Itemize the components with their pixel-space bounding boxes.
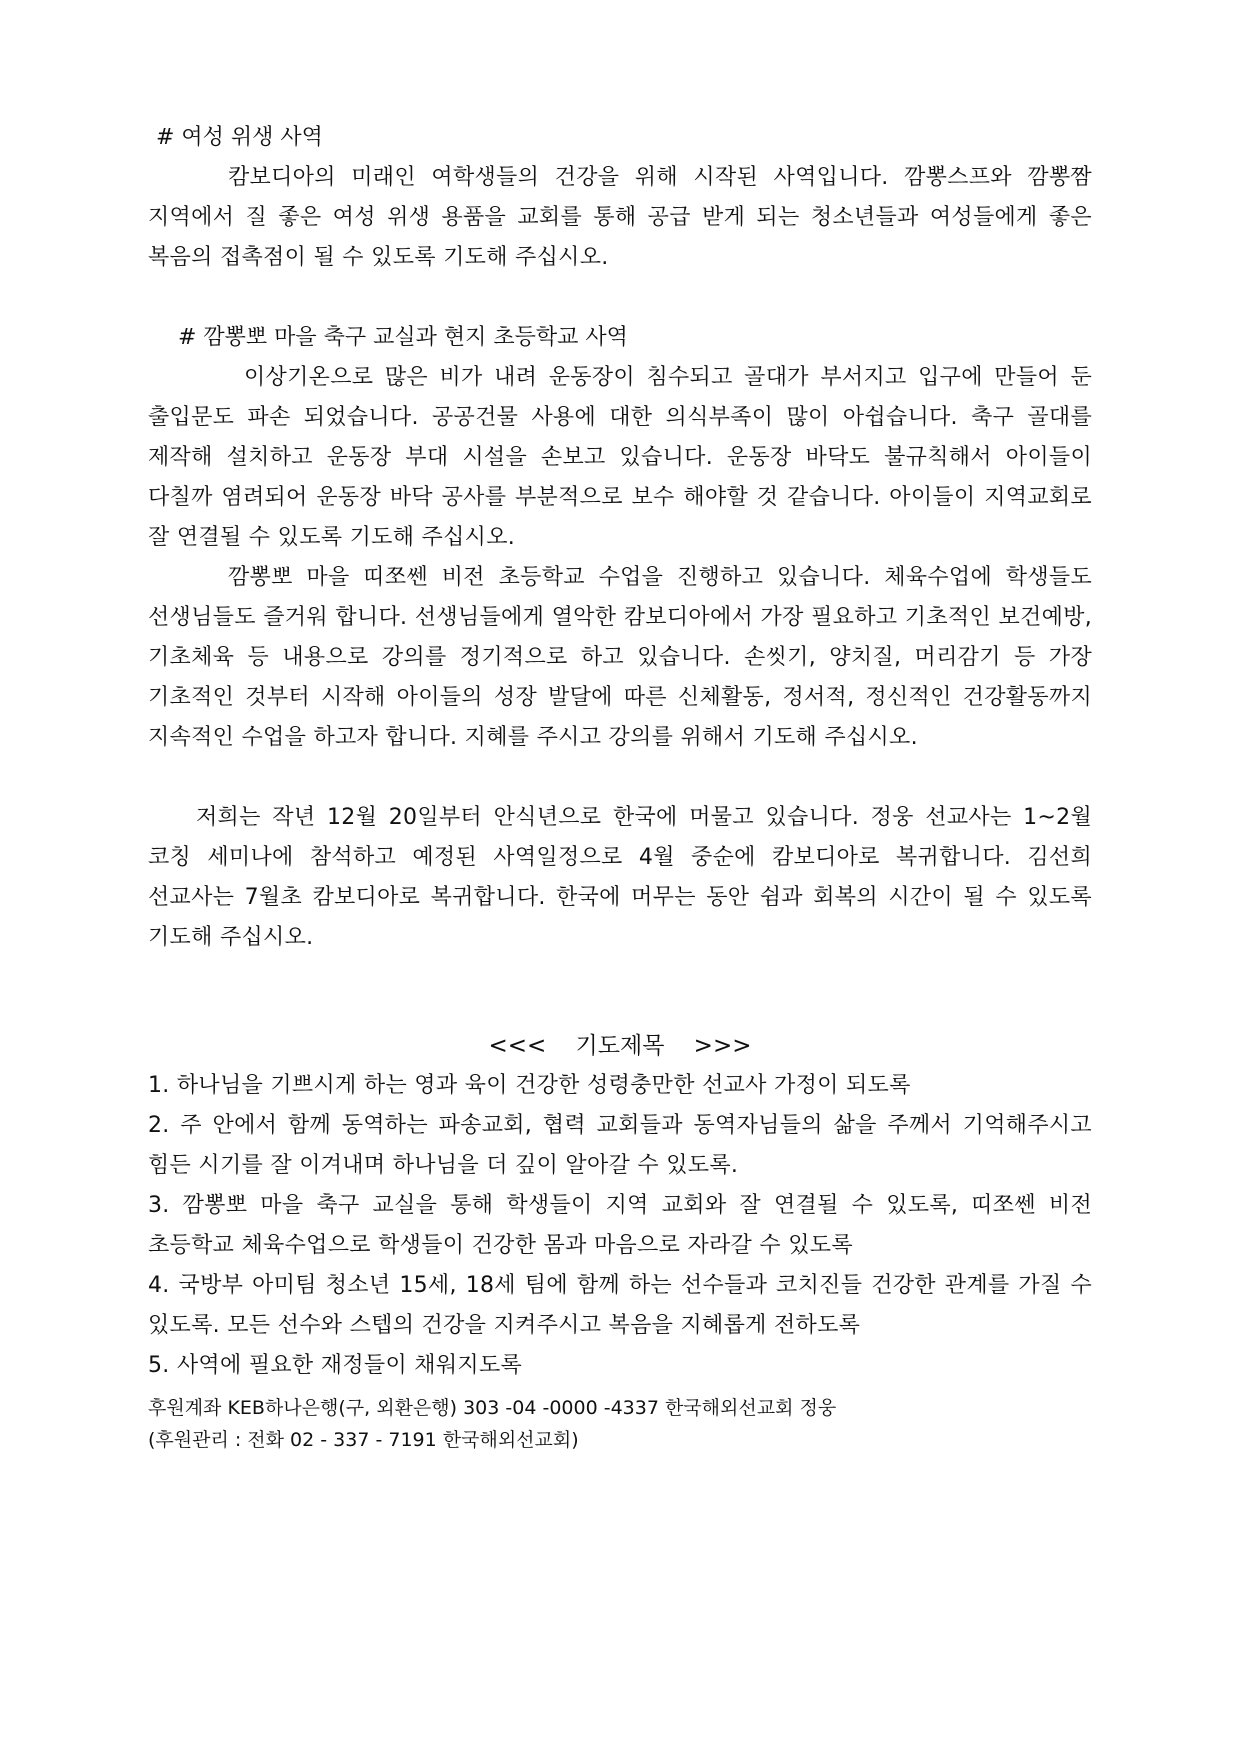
prayer-list <box>148 1066 1092 1386</box>
prayer-item: 4. 국방부 아미팀 청소년 15세, 18세 팀에 함께 하는 선수들과 코치진들 건강한 관계를 가질 수 있도록. 모든 선수와 스텝의 건강을 지켜주시고 복음을 지혜롭게 전하도록 <box>148 1273 1092 1338</box>
prayer-item: 2. 주 안에서 함께 동역하는 파송교회, 협력 교회들과 동역자님들의 삶을 주께서 기억해주시고 힘든 시기를 잘 이겨내며 하나님을 더 깊이 알아갈 수 있도록. <box>148 1113 1092 1178</box>
paragraph-sabbatical: 저희는 작년 12월 20일부터 안식년으로 한국에 머물고 있습니다. 정웅 선교사는 1~2월 코칭 세미나에 참석하고 예정된 사역일정으로 4월 중순에 캄보디아로 복귀합니다. 김선희 선교사는 7월초 캄보디아로 복귀합니다. 한국에 머무는 동안 쉼과 회복의 시간이 될 수 있도록 기도해 주십시오. <box>148 805 1092 950</box>
prayer-item: 3. 깜뽕뽀 마을 축구 교실을 통해 학생들이 지역 교회와 잘 연결될 수 있도록, 띠쪼쎈 비전 초등학교 체육수업으로 학생들이 건강한 몸과 마음으로 자라갈 수 있도록 <box>148 1193 1092 1258</box>
paragraph-hygiene: 캄보디아의 미래인 여학생들의 건강을 위해 시작된 사역입니다. 깜뽕스프와 깜뽕짬 지역에서 질 좋은 여성 위생 용품을 교회를 통해 공급 받게 되는 청소년들과 여성들에게 좋은 복음의 접촉점이 될 수 있도록 기도해 주십시오. <box>148 165 1092 270</box>
prayer-item: 1. 하나님을 기쁘시게 하는 영과 육이 건강한 성령충만한 선교사 가정이 되도록 <box>148 1073 911 1098</box>
footer-account: 후원계좌 KEB하나은행(구, 외환은행) 303 -04 -0000 -4337 한국해외선교회 정웅 <box>148 1397 837 1419</box>
footer-contact: (후원관리 : 전화 02 - 337 - 7191 한국해외선교회) <box>148 1429 579 1451</box>
section-heading-hygiene: # 여성 위생 사역 <box>156 125 323 150</box>
prayer-item: 5. 사역에 필요한 재정들이 채워지도록 <box>148 1353 523 1378</box>
paragraph-school-class: 깜뽕뽀 마을 띠쪼쎈 비전 초등학교 수업을 진행하고 있습니다. 체육수업에 학생들도 선생님들도 즐거워 합니다. 선생님들에게 열악한 캄보디아에서 가장 필요하고 기초적인 보건예방, 기초체육 등 내용으로 강의를 정기적으로 하고 있습니다. 손씻기, 양치질, 머리감기 등 가장 기초적인 것부터 시작해 아이들의 성장 발달에 따른 신체활동, 정서적, 정신적인 건강활동까지 지속적인 수업을 하고자 합니다. 지혜를 주시고 강의를 위해서 기도해 주십시오. <box>148 565 1092 750</box>
section-heading-football: # 깜뽕뽀 마을 축구 교실과 현지 초등학교 사역 <box>178 325 628 350</box>
prayer-title: <<< 기도제목 >>> <box>488 1033 752 1059</box>
paragraph-football-field: 이상기온으로 많은 비가 내려 운동장이 침수되고 골대가 부서지고 입구에 만들어 둔 출입문도 파손 되었습니다. 공공건물 사용에 대한 의식부족이 많이 아쉽습니다. 축구 골대를 제작해 설치하고 운동장 부대 시설을 손보고 있습니다. 운동장 바닥도 불규칙해서 아이들이 다칠까 염려되어 운동장 바닥 공사를 부분적으로 보수 해야할 것 같습니다. 아이들이 지역교회로 잘 연결될 수 있도록 기도해 주십시오. <box>148 365 1092 550</box>
